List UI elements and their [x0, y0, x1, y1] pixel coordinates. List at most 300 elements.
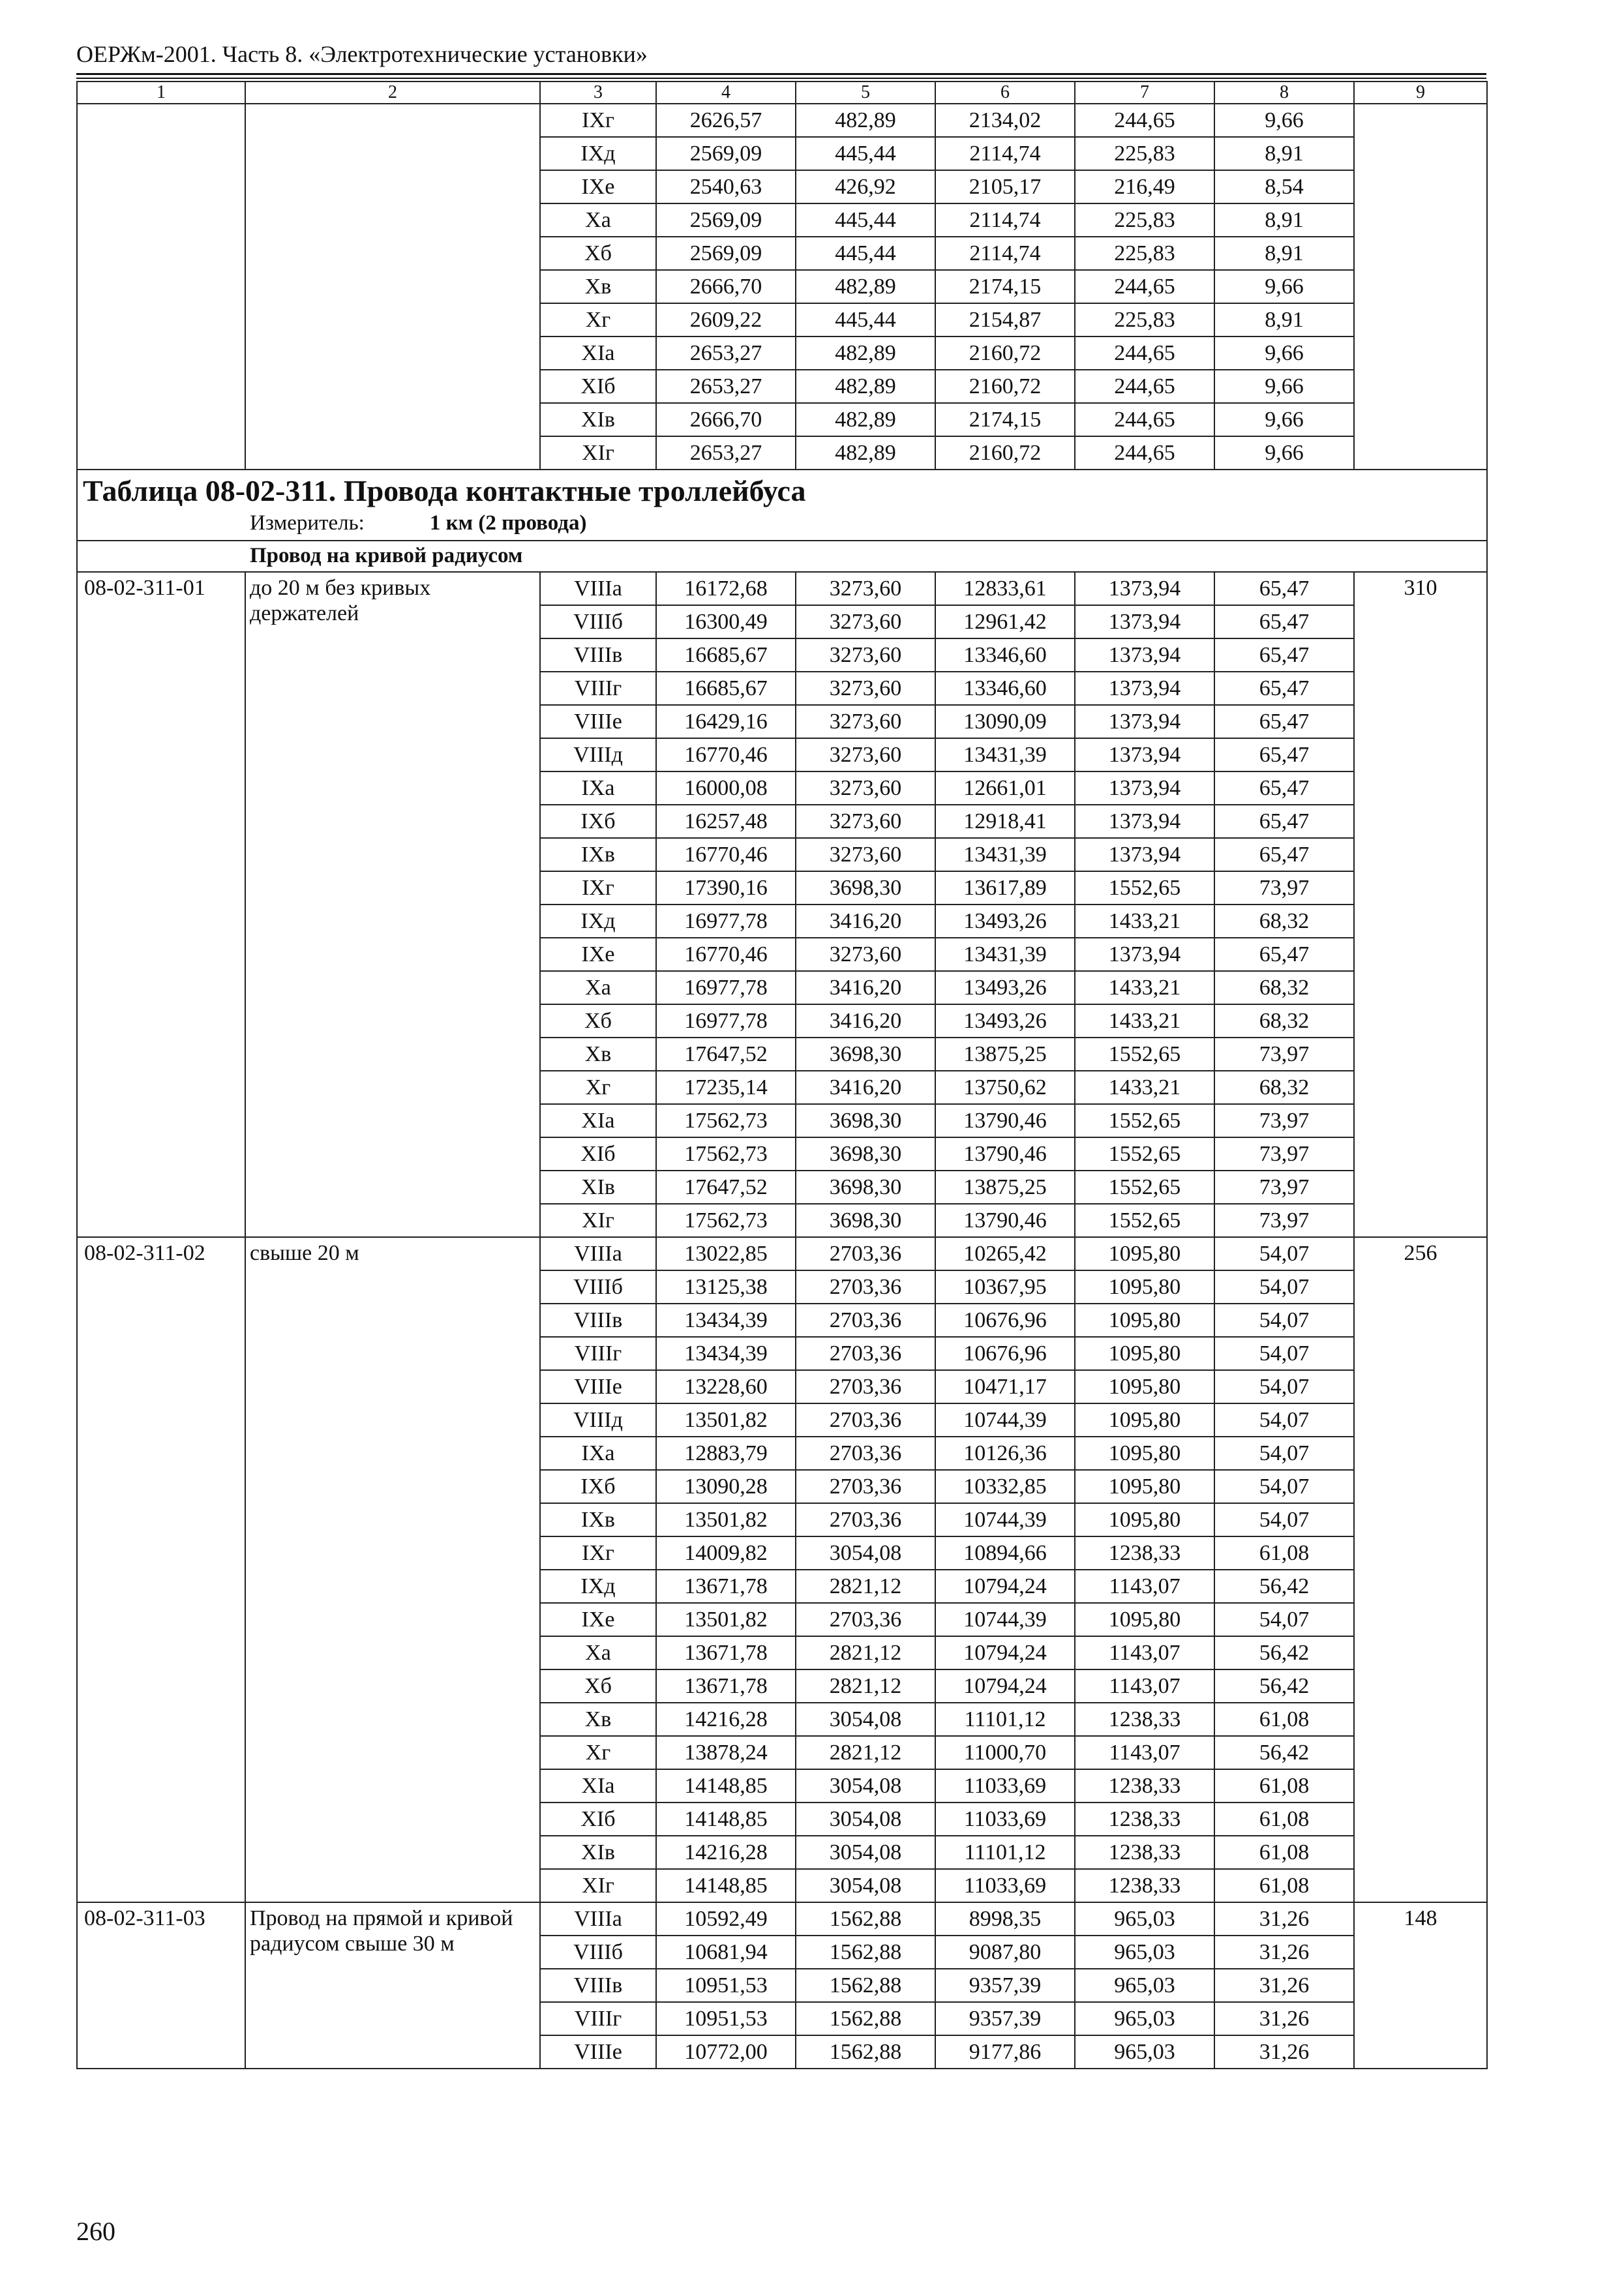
- labor-cost: 2821,12: [796, 1636, 935, 1669]
- materials-cost: 13346,60: [935, 638, 1075, 672]
- table-row: [77, 1237, 1487, 1270]
- type-code: IXe: [540, 1603, 656, 1636]
- type-code: IXд: [540, 1570, 656, 1603]
- labor-cost: 445,44: [796, 203, 935, 237]
- materials-cost: 2105,17: [935, 170, 1075, 203]
- salary-value: 54,07: [1214, 1237, 1354, 1270]
- materials-cost: 13431,39: [935, 938, 1075, 971]
- machine-cost: 244,65: [1075, 436, 1214, 470]
- salary-value: 73,97: [1214, 1137, 1354, 1171]
- machine-cost: 965,03: [1075, 2002, 1214, 2035]
- labor-cost: 2703,36: [796, 1403, 935, 1437]
- type-code: VIIIв: [540, 1969, 656, 2002]
- salary-value: 56,42: [1214, 1736, 1354, 1769]
- labor-cost: 2703,36: [796, 1270, 935, 1304]
- materials-cost: 11101,12: [935, 1703, 1075, 1736]
- column-number: 8: [1214, 82, 1354, 104]
- type-code: IXд: [540, 905, 656, 938]
- labor-cost: 2703,36: [796, 1337, 935, 1370]
- machine-cost: 1143,07: [1075, 1669, 1214, 1703]
- type-code: Xб: [540, 1669, 656, 1703]
- total-cost: 13090,28: [656, 1470, 796, 1503]
- labor-cost: 3273,60: [796, 838, 935, 871]
- labor-cost: 2703,36: [796, 1603, 935, 1636]
- total-cost: 2653,27: [656, 370, 796, 403]
- materials-cost: 10744,39: [935, 1503, 1075, 1536]
- type-code: VIIIг: [540, 672, 656, 705]
- labor-cost: 482,89: [796, 104, 935, 137]
- salary-value: 31,26: [1214, 1969, 1354, 2002]
- labor-cost: 3273,60: [796, 738, 935, 771]
- type-code: VIIIa: [540, 1237, 656, 1270]
- salary-value: 9,66: [1214, 370, 1354, 403]
- total-cost: 2540,63: [656, 170, 796, 203]
- materials-cost: 10126,36: [935, 1437, 1075, 1470]
- labor-cost: 3698,30: [796, 1137, 935, 1171]
- labor-cost: 482,89: [796, 436, 935, 470]
- type-code: Xв: [540, 1703, 656, 1736]
- materials-cost: 13493,26: [935, 971, 1075, 1004]
- total-cost: 2569,09: [656, 237, 796, 270]
- machine-cost: 1095,80: [1075, 1304, 1214, 1337]
- labor-cost: 3273,60: [796, 771, 935, 805]
- machine-cost: 1143,07: [1075, 1736, 1214, 1769]
- salary-value: 73,97: [1214, 1038, 1354, 1071]
- total-cost: 16685,67: [656, 672, 796, 705]
- labor-cost: 482,89: [796, 370, 935, 403]
- materials-cost: 13790,46: [935, 1104, 1075, 1137]
- machine-cost: 1373,94: [1075, 738, 1214, 771]
- table-row: [77, 1902, 1487, 1936]
- machine-cost: 1238,33: [1075, 1536, 1214, 1570]
- salary-value: 9,66: [1214, 436, 1354, 470]
- materials-cost: 2160,72: [935, 436, 1075, 470]
- materials-cost: 13790,46: [935, 1204, 1075, 1237]
- labor-cost: 482,89: [796, 337, 935, 370]
- type-code: Xг: [540, 1736, 656, 1769]
- machine-cost: 244,65: [1075, 370, 1214, 403]
- materials-cost: 8998,35: [935, 1902, 1075, 1936]
- total-cost: 16429,16: [656, 705, 796, 738]
- total-cost: 13228,60: [656, 1370, 796, 1403]
- machine-cost: 225,83: [1075, 137, 1214, 170]
- salary-value: 54,07: [1214, 1337, 1354, 1370]
- total-cost: 17390,16: [656, 871, 796, 905]
- machine-cost: 1143,07: [1075, 1636, 1214, 1669]
- machine-cost: 1433,21: [1075, 905, 1214, 938]
- machine-cost: 1095,80: [1075, 1337, 1214, 1370]
- labor-cost: 3273,60: [796, 638, 935, 672]
- salary-value: 68,32: [1214, 971, 1354, 1004]
- type-code: IXe: [540, 938, 656, 971]
- labor-cost: 3698,30: [796, 1104, 935, 1137]
- salary-value: 8,54: [1214, 170, 1354, 203]
- type-code: XIб: [540, 370, 656, 403]
- machine-cost: 1373,94: [1075, 572, 1214, 605]
- position-code: 08-02-311-03: [77, 1902, 245, 2069]
- machine-cost: 1095,80: [1075, 1370, 1214, 1403]
- total-cost: 17647,52: [656, 1171, 796, 1204]
- salary-value: 65,47: [1214, 572, 1354, 605]
- total-cost: 2569,09: [656, 203, 796, 237]
- machine-cost: 1238,33: [1075, 1769, 1214, 1803]
- machine-cost: 1238,33: [1075, 1836, 1214, 1869]
- labor-cost: 3698,30: [796, 1204, 935, 1237]
- salary-value: 8,91: [1214, 203, 1354, 237]
- labor-cost: 1562,88: [796, 2002, 935, 2035]
- labor-cost: 2821,12: [796, 1570, 935, 1603]
- labor-cost: 445,44: [796, 237, 935, 270]
- total-cost: 13671,78: [656, 1669, 796, 1703]
- salary-value: 54,07: [1214, 1503, 1354, 1536]
- type-code: Xб: [540, 237, 656, 270]
- salary-value: 56,42: [1214, 1636, 1354, 1669]
- materials-cost: 12918,41: [935, 805, 1075, 838]
- type-code: XIг: [540, 436, 656, 470]
- materials-cost: 10471,17: [935, 1370, 1075, 1403]
- salary-value: 61,08: [1214, 1836, 1354, 1869]
- materials-cost: 9087,80: [935, 1936, 1075, 1969]
- machine-cost: 225,83: [1075, 303, 1214, 337]
- total-cost: 13125,38: [656, 1270, 796, 1304]
- type-code: VIIIг: [540, 2002, 656, 2035]
- type-code: IXб: [540, 805, 656, 838]
- total-cost: 13022,85: [656, 1237, 796, 1270]
- header-rule: [76, 73, 1486, 75]
- materials-cost: 13875,25: [935, 1038, 1075, 1071]
- page-running-header: ОЕРЖм-2001. Часть 8. «Электротехнические установки»: [76, 41, 648, 67]
- salary-value: 54,07: [1214, 1370, 1354, 1403]
- labor-cost: 3273,60: [796, 572, 935, 605]
- machine-cost: 244,65: [1075, 337, 1214, 370]
- type-code: XIa: [540, 1769, 656, 1803]
- machine-cost: 1552,65: [1075, 1104, 1214, 1137]
- machine-cost: 1433,21: [1075, 971, 1214, 1004]
- total-cost: 16770,46: [656, 838, 796, 871]
- type-code: Xб: [540, 1004, 656, 1038]
- materials-cost: 13790,46: [935, 1137, 1075, 1171]
- salary-value: 54,07: [1214, 1403, 1354, 1437]
- type-code: XIв: [540, 1171, 656, 1204]
- type-code: XIa: [540, 337, 656, 370]
- materials-cost: 2114,74: [935, 237, 1075, 270]
- labor-cost: 482,89: [796, 270, 935, 303]
- salary-value: 61,08: [1214, 1869, 1354, 1902]
- salary-value: 65,47: [1214, 738, 1354, 771]
- total-cost: 13878,24: [656, 1736, 796, 1769]
- materials-cost: 2154,87: [935, 303, 1075, 337]
- column-number: 6: [935, 82, 1075, 104]
- salary-value: 65,47: [1214, 838, 1354, 871]
- salary-value: 56,42: [1214, 1669, 1354, 1703]
- type-code: XIб: [540, 1137, 656, 1171]
- column-9-value: 148: [1354, 1902, 1487, 2069]
- type-code: XIa: [540, 1104, 656, 1137]
- total-cost: 14216,28: [656, 1703, 796, 1736]
- labor-cost: 482,89: [796, 403, 935, 436]
- materials-cost: 2174,15: [935, 270, 1075, 303]
- salary-value: 65,47: [1214, 705, 1354, 738]
- labor-cost: 3054,08: [796, 1703, 935, 1736]
- materials-cost: 9357,39: [935, 2002, 1075, 2035]
- type-code: VIIIe: [540, 1370, 656, 1403]
- labor-cost: 426,92: [796, 170, 935, 203]
- salary-value: 9,66: [1214, 270, 1354, 303]
- position-description: до 20 м без кривых держателей: [245, 572, 540, 1237]
- salary-value: 54,07: [1214, 1437, 1354, 1470]
- machine-cost: 1552,65: [1075, 1204, 1214, 1237]
- materials-cost: 11033,69: [935, 1869, 1075, 1902]
- type-code: Xa: [540, 971, 656, 1004]
- machine-cost: 1095,80: [1075, 1503, 1214, 1536]
- materials-cost: 2174,15: [935, 403, 1075, 436]
- salary-value: 31,26: [1214, 2002, 1354, 2035]
- machine-cost: 1143,07: [1075, 1570, 1214, 1603]
- machine-cost: 1433,21: [1075, 1004, 1214, 1038]
- salary-value: 61,08: [1214, 1803, 1354, 1836]
- estimate-table: [76, 81, 1488, 2069]
- total-cost: 17647,52: [656, 1038, 796, 1071]
- machine-cost: 1095,80: [1075, 1437, 1214, 1470]
- type-code: Xa: [540, 1636, 656, 1669]
- labor-cost: 3054,08: [796, 1869, 935, 1902]
- column-9-value: 256: [1354, 1237, 1487, 1902]
- total-cost: 14216,28: [656, 1836, 796, 1869]
- type-code: XIг: [540, 1869, 656, 1902]
- salary-value: 61,08: [1214, 1703, 1354, 1736]
- salary-value: 65,47: [1214, 771, 1354, 805]
- total-cost: 10951,53: [656, 1969, 796, 2002]
- salary-value: 65,47: [1214, 805, 1354, 838]
- machine-cost: 1238,33: [1075, 1869, 1214, 1902]
- type-code: VIIIг: [540, 1337, 656, 1370]
- machine-cost: 1433,21: [1075, 1071, 1214, 1104]
- type-code: IXг: [540, 871, 656, 905]
- materials-cost: 10332,85: [935, 1470, 1075, 1503]
- labor-cost: 2703,36: [796, 1237, 935, 1270]
- position-description: Провод на прямой и кривой радиусом свыше 30 м: [245, 1902, 540, 2069]
- header-rule-thin: [76, 78, 1486, 79]
- labor-cost: 3273,60: [796, 672, 935, 705]
- column-number: 2: [245, 82, 540, 104]
- labor-cost: 445,44: [796, 137, 935, 170]
- machine-cost: 225,83: [1075, 237, 1214, 270]
- materials-cost: 11101,12: [935, 1836, 1075, 1869]
- total-cost: 17235,14: [656, 1071, 796, 1104]
- materials-cost: 12661,01: [935, 771, 1075, 805]
- machine-cost: 1373,94: [1075, 838, 1214, 871]
- machine-cost: 1095,80: [1075, 1470, 1214, 1503]
- machine-cost: 1552,65: [1075, 1171, 1214, 1204]
- type-code: IXa: [540, 1437, 656, 1470]
- materials-cost: 13493,26: [935, 905, 1075, 938]
- salary-value: 73,97: [1214, 1171, 1354, 1204]
- total-cost: 13501,82: [656, 1503, 796, 1536]
- type-code: XIв: [540, 403, 656, 436]
- machine-cost: 244,65: [1075, 270, 1214, 303]
- total-cost: 14148,85: [656, 1769, 796, 1803]
- labor-cost: 2703,36: [796, 1437, 935, 1470]
- salary-value: 31,26: [1214, 1902, 1354, 1936]
- machine-cost: 216,49: [1075, 170, 1214, 203]
- total-cost: 10951,53: [656, 2002, 796, 2035]
- total-cost: 2653,27: [656, 337, 796, 370]
- labor-cost: 3273,60: [796, 705, 935, 738]
- materials-cost: 13090,09: [935, 705, 1075, 738]
- salary-value: 8,91: [1214, 303, 1354, 337]
- type-code: XIв: [540, 1836, 656, 1869]
- total-cost: 13501,82: [656, 1403, 796, 1437]
- type-code: IXa: [540, 771, 656, 805]
- labor-cost: 1562,88: [796, 1969, 935, 2002]
- salary-value: 54,07: [1214, 1470, 1354, 1503]
- labor-cost: 445,44: [796, 303, 935, 337]
- salary-value: 68,32: [1214, 905, 1354, 938]
- machine-cost: 225,83: [1075, 203, 1214, 237]
- materials-cost: 2114,74: [935, 137, 1075, 170]
- total-cost: 16977,78: [656, 905, 796, 938]
- materials-cost: 13431,39: [935, 838, 1075, 871]
- table-section-row: [77, 470, 1487, 541]
- materials-cost: 10367,95: [935, 1270, 1075, 1304]
- materials-cost: 11033,69: [935, 1769, 1075, 1803]
- total-cost: 17562,73: [656, 1104, 796, 1137]
- materials-cost: 10894,66: [935, 1536, 1075, 1570]
- materials-cost: 12961,42: [935, 605, 1075, 638]
- position-code: 08-02-311-02: [77, 1237, 245, 1902]
- subheading: Провод на кривой радиусом: [77, 541, 1487, 572]
- total-cost: 16257,48: [656, 805, 796, 838]
- labor-cost: 3698,30: [796, 871, 935, 905]
- labor-cost: 3416,20: [796, 1004, 935, 1038]
- labor-cost: 3416,20: [796, 905, 935, 938]
- salary-value: 73,97: [1214, 1204, 1354, 1237]
- code-cell-empty: [77, 104, 245, 470]
- machine-cost: 1552,65: [1075, 871, 1214, 905]
- labor-cost: 3054,08: [796, 1803, 935, 1836]
- materials-cost: 10794,24: [935, 1669, 1075, 1703]
- type-code: IXв: [540, 1503, 656, 1536]
- machine-cost: 1373,94: [1075, 705, 1214, 738]
- total-cost: 16000,08: [656, 771, 796, 805]
- type-code: VIIIб: [540, 1936, 656, 1969]
- materials-cost: 12833,61: [935, 572, 1075, 605]
- machine-cost: 1095,80: [1075, 1403, 1214, 1437]
- machine-cost: 244,65: [1075, 403, 1214, 436]
- materials-cost: 10794,24: [935, 1570, 1075, 1603]
- type-code: VIIIв: [540, 1304, 656, 1337]
- labor-cost: 3273,60: [796, 805, 935, 838]
- table-row: [77, 104, 1487, 137]
- machine-cost: 1238,33: [1075, 1803, 1214, 1836]
- machine-cost: 1373,94: [1075, 938, 1214, 971]
- type-code: VIIIa: [540, 572, 656, 605]
- total-cost: 13671,78: [656, 1570, 796, 1603]
- labor-cost: 3416,20: [796, 1071, 935, 1104]
- type-code: IXв: [540, 838, 656, 871]
- machine-cost: 1373,94: [1075, 805, 1214, 838]
- position-description: свыше 20 м: [245, 1237, 540, 1902]
- labor-cost: 2703,36: [796, 1370, 935, 1403]
- total-cost: 17562,73: [656, 1137, 796, 1171]
- type-code: VIIIa: [540, 1902, 656, 1936]
- salary-value: 61,08: [1214, 1769, 1354, 1803]
- total-cost: 2666,70: [656, 403, 796, 436]
- total-cost: 2569,09: [656, 137, 796, 170]
- column-number-row: [77, 82, 1487, 104]
- labor-cost: 2703,36: [796, 1304, 935, 1337]
- type-code: VIIIe: [540, 705, 656, 738]
- machine-cost: 1238,33: [1075, 1703, 1214, 1736]
- type-code: IXe: [540, 170, 656, 203]
- machine-cost: 1095,80: [1075, 1603, 1214, 1636]
- machine-cost: 1373,94: [1075, 672, 1214, 705]
- materials-cost: 10676,96: [935, 1304, 1075, 1337]
- total-cost: 16977,78: [656, 971, 796, 1004]
- salary-value: 68,32: [1214, 1004, 1354, 1038]
- type-code: Xв: [540, 270, 656, 303]
- page-number: 260: [76, 2217, 115, 2246]
- table-row: [77, 572, 1487, 605]
- total-cost: 13501,82: [656, 1603, 796, 1636]
- type-code: Xг: [540, 303, 656, 337]
- materials-cost: 9357,39: [935, 1969, 1075, 2002]
- materials-cost: 13617,89: [935, 871, 1075, 905]
- materials-cost: 2114,74: [935, 203, 1075, 237]
- labor-cost: 2703,36: [796, 1503, 935, 1536]
- column-number: 9: [1354, 82, 1487, 104]
- total-cost: 13671,78: [656, 1636, 796, 1669]
- materials-cost: 10744,39: [935, 1403, 1075, 1437]
- type-code: VIIIв: [540, 638, 656, 672]
- materials-cost: 9177,86: [935, 2035, 1075, 2069]
- machine-cost: 1373,94: [1075, 638, 1214, 672]
- type-code: VIIIб: [540, 1270, 656, 1304]
- column-number: 3: [540, 82, 656, 104]
- subheading-row: [77, 541, 1487, 572]
- total-cost: 2609,22: [656, 303, 796, 337]
- labor-cost: 2821,12: [796, 1736, 935, 1769]
- machine-cost: 1552,65: [1075, 1137, 1214, 1171]
- table-title: Таблица 08-02-311. Провода контактные троллейбуса: [83, 474, 806, 508]
- table-section-cell: [77, 470, 1487, 541]
- labor-cost: 3054,08: [796, 1836, 935, 1869]
- total-cost: 16172,68: [656, 572, 796, 605]
- materials-cost: 13346,60: [935, 672, 1075, 705]
- machine-cost: 965,03: [1075, 1969, 1214, 2002]
- type-code: IXг: [540, 104, 656, 137]
- materials-cost: 11033,69: [935, 1803, 1075, 1836]
- column-number: 5: [796, 82, 935, 104]
- salary-value: 65,47: [1214, 672, 1354, 705]
- materials-cost: 10265,42: [935, 1237, 1075, 1270]
- salary-value: 9,66: [1214, 104, 1354, 137]
- total-cost: 16977,78: [656, 1004, 796, 1038]
- machine-cost: 244,65: [1075, 104, 1214, 137]
- salary-value: 73,97: [1214, 871, 1354, 905]
- type-code: Xa: [540, 203, 656, 237]
- labor-cost: 2821,12: [796, 1669, 935, 1703]
- materials-cost: 11000,70: [935, 1736, 1075, 1769]
- total-cost: 16685,67: [656, 638, 796, 672]
- total-cost: 2653,27: [656, 436, 796, 470]
- salary-value: 65,47: [1214, 638, 1354, 672]
- unit-label: Измеритель:: [250, 511, 365, 535]
- machine-cost: 1095,80: [1075, 1237, 1214, 1270]
- machine-cost: 965,03: [1075, 2035, 1214, 2069]
- column-number: 4: [656, 82, 796, 104]
- labor-cost: 3054,08: [796, 1769, 935, 1803]
